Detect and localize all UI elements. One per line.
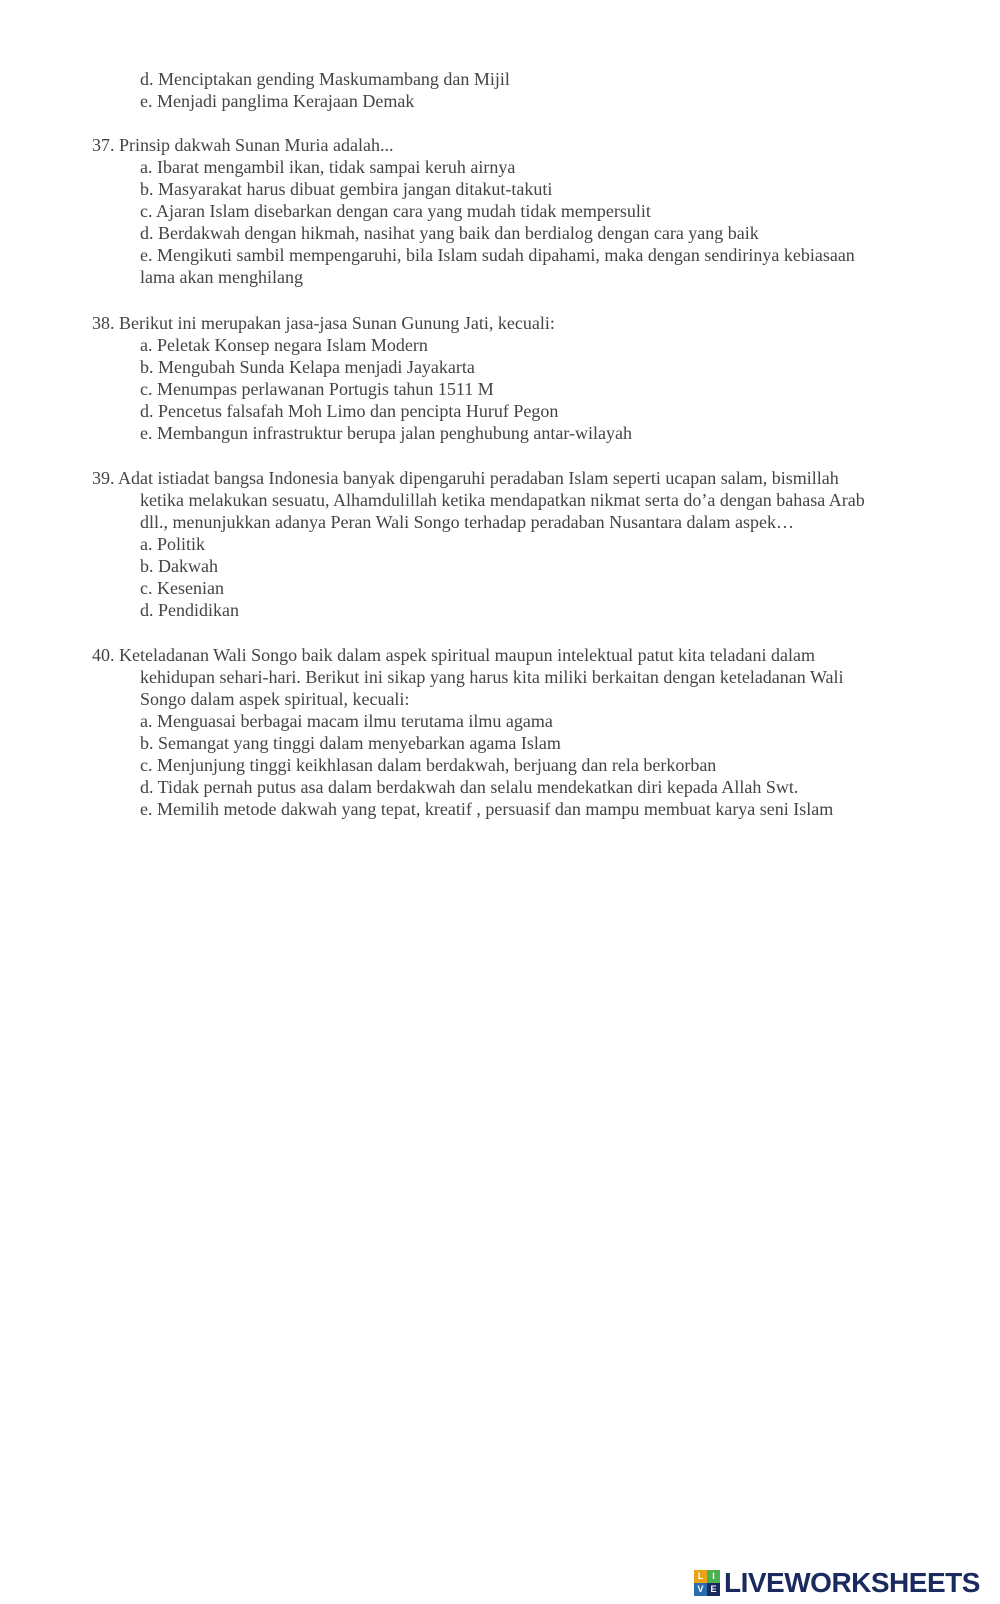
question-37-option-b: b. Masyarakat harus dibuat gembira jangan ditakut-takuti bbox=[140, 179, 553, 199]
question-38-stem: 38. Berikut ini merupakan jasa-jasa Sunan Gunung Jati, kecuali: bbox=[92, 313, 555, 333]
question-40-option-e: e. Memilih metode dakwah yang tepat, kreatif , persuasif dan mampu membuat karya seni Islam bbox=[140, 799, 834, 819]
logo-letter-v: V bbox=[694, 1583, 707, 1596]
question-39-stem-line-2: ketika melakukan sesuatu, Alhamdulillah ketika mendapatkan nikmat serta do’a dengan bahasa Arab bbox=[140, 490, 865, 510]
logo-letter-e: E bbox=[707, 1583, 720, 1596]
question-37-option-e: e. Mengikuti sambil mempengaruhi, bila Islam sudah dipahami, maka dengan sendirinya kebiasaan bbox=[140, 245, 855, 265]
question-39-option-d: d. Pendidikan bbox=[140, 600, 239, 620]
question-39-option-a: a. Politik bbox=[140, 534, 206, 554]
brand-wordmark: LIVEWORKSHEETS bbox=[724, 1567, 980, 1598]
question-40-stem: 40. Keteladanan Wali Songo baik dalam aspek spiritual maupun intelektual patut kita teladani dalam bbox=[92, 645, 816, 665]
question-40-option-a: a. Menguasai berbagai macam ilmu terutama ilmu agama bbox=[140, 711, 553, 731]
logo-letter-l: L bbox=[694, 1570, 707, 1583]
question-38-option-d: d. Pencetus falsafah Moh Limo dan pencipta Huruf Pegon bbox=[140, 401, 559, 421]
question-39-stem: 39. Adat istiadat bangsa Indonesia banyak dipengaruhi peradaban Islam seperti ucapan salam, bismillah bbox=[92, 468, 839, 488]
question-37-stem: 37. Prinsip dakwah Sunan Muria adalah... bbox=[92, 135, 394, 155]
question-40-stem-line-2: kehidupan sehari-hari. Berikut ini sikap yang harus kita miliki berkaitan dengan keteladanan Wali bbox=[140, 667, 844, 687]
question-39-stem-line-3: dll., menunjukkan adanya Peran Wali Songo terhadap peradaban Nusantara dalam aspek… bbox=[140, 512, 795, 532]
question-38-option-b: b. Mengubah Sunda Kelapa menjadi Jayakarta bbox=[140, 357, 475, 377]
question-37-option-a: a. Ibarat mengambil ikan, tidak sampai keruh airnya bbox=[140, 157, 516, 177]
prev-option-d: d. Menciptakan gending Maskumambang dan Mijil bbox=[140, 69, 510, 89]
liveworksheets-logo-icon bbox=[694, 1570, 720, 1596]
question-38-option-c: c. Menumpas perlawanan Portugis tahun 1511 M bbox=[140, 379, 494, 399]
question-39-option-c: c. Kesenian bbox=[140, 578, 224, 598]
question-40-option-c: c. Menjunjung tinggi keikhlasan dalam berdakwah, berjuang dan rela berkorban bbox=[140, 755, 717, 775]
question-40-option-d: d. Tidak pernah putus asa dalam berdakwah dan selalu mendekatkan diri kepada Allah Swt. bbox=[140, 777, 799, 797]
question-37-option-d: d. Berdakwah dengan hikmah, nasihat yang baik dan berdialog dengan cara yang baik bbox=[140, 223, 759, 243]
liveworksheets-brand bbox=[694, 1568, 980, 1598]
question-40-stem-line-3: Songo dalam aspek spiritual, kecuali: bbox=[140, 689, 410, 709]
question-39-option-b: b. Dakwah bbox=[140, 556, 218, 576]
question-40-option-b: b. Semangat yang tinggi dalam menyebarkan agama Islam bbox=[140, 733, 561, 753]
question-37-option-c: c. Ajaran Islam disebarkan dengan cara yang mudah tidak mempersulit bbox=[140, 201, 651, 221]
question-38-option-a: a. Peletak Konsep negara Islam Modern bbox=[140, 335, 428, 355]
prev-option-e: e. Menjadi panglima Kerajaan Demak bbox=[140, 91, 415, 111]
logo-letter-i: I bbox=[707, 1570, 720, 1583]
question-38-option-e: e. Membangun infrastruktur berupa jalan penghubung antar-wilayah bbox=[140, 423, 632, 443]
question-37-option-e-cont: lama akan menghilang bbox=[140, 267, 303, 287]
